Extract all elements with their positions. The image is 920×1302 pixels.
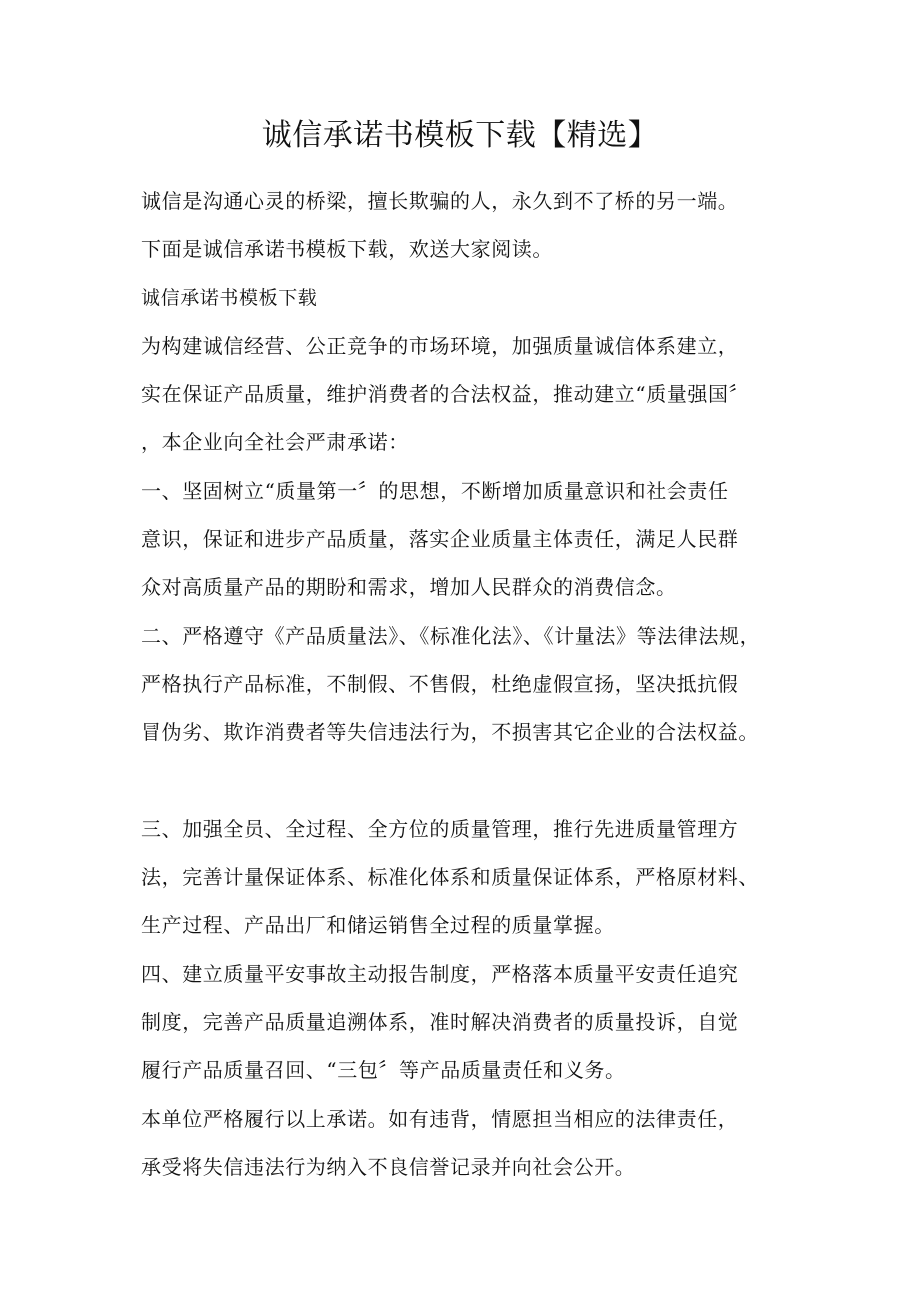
paragraph-line: 严格执行产品标准，不制假、不售假，杜绝虚假宣扬，坚决抵抗假: [141, 672, 739, 696]
paragraph-line: 诚信是沟通心灵的桥梁，擅长欺骗的人，永久到不了桥的另一端。: [141, 189, 739, 213]
paragraph-line: 三、加强全员、全过程、全方位的质量管理，推行先进质量管理方: [141, 817, 739, 841]
paragraph-line: 冒伪劣、欺诈消费者等失信违法行为，不损害其它企业的合法权益。: [141, 720, 759, 744]
paragraph-line: 法，完善计量保证体系、标准化体系和质量保证体系，严格原材料、: [141, 865, 759, 889]
paragraph-line: 众对高质量产品的期盼和需求，增加人民群众的消费信念。: [141, 575, 677, 599]
paragraph-line: 意识，保证和进步产品质量，落实企业质量主体责任，满足人民群: [141, 527, 739, 551]
section-heading: 诚信承诺书模板下载: [141, 287, 318, 309]
paragraph-line: 实在保证产品质量，维护消费者的合法权益，推动建立“质量强国〞: [141, 382, 750, 406]
paragraph-line: 承受将失信违法行为纳入不良信誉记录并向社会公开。: [141, 1155, 636, 1179]
paragraph-line: 生产过程、产品出厂和储运销售全过程的质量掌握。: [141, 913, 615, 937]
paragraph-line: 四、建立质量平安事故主动报告制度，严格落本质量平安责任追究: [141, 962, 739, 986]
paragraph-line: 二、严格遵守《产品质量法》、《标准化法》、《计量法》等法律法规，: [141, 624, 761, 648]
paragraph-line: 为构建诚信经营、公正竞争的市场环境，加强质量诚信体系建立，: [141, 334, 739, 358]
paragraph-line: 履行产品质量召回、“三包〞等产品质量责任和义务。: [141, 1058, 626, 1082]
paragraph-line: 制度，完善产品质量追溯体系，准时解决消费者的质量投诉，自觉: [141, 1010, 739, 1034]
document-title: 诚信承诺书模板下载【精选】: [261, 118, 659, 153]
paragraph-line: 一、坚固树立“质量第一〞的思想，不断增加质量意识和社会责任: [141, 479, 729, 503]
paragraph-line: 下面是诚信承诺书模板下载，欢送大家阅读。: [141, 237, 553, 261]
paragraph-line: 本单位严格履行以上承诺。如有违背，情愿担当相应的法律责任，: [141, 1107, 739, 1131]
paragraph-line: ，本企业向全社会严肃承诺：: [141, 430, 409, 454]
